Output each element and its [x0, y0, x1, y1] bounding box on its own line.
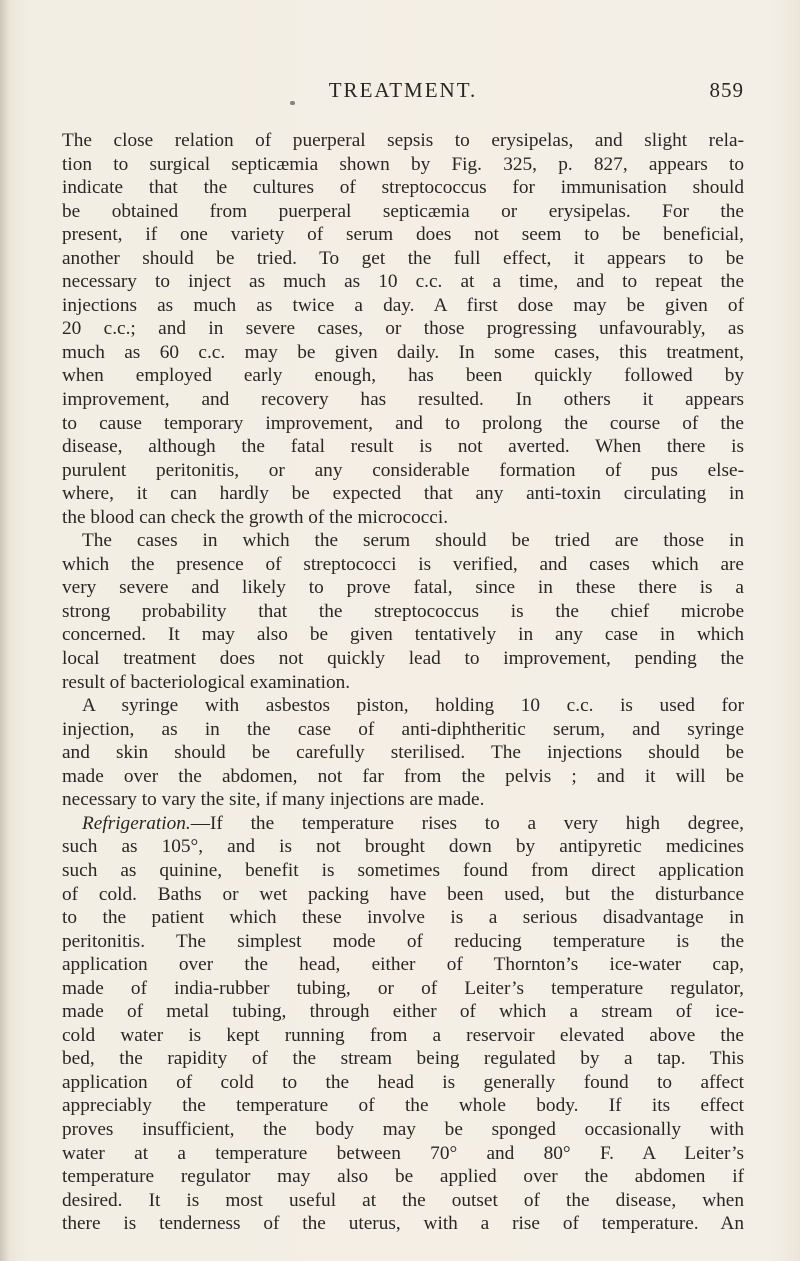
text-line: present, if one variety of serum does not seem to be beneficial, — [62, 224, 744, 246]
text-line: indicate that the cultures of streptococcus for immunisation should — [62, 177, 744, 199]
text-line: to cause temporary improvement, and to prolong the course of the — [62, 412, 744, 434]
running-title: TREATMENT. — [328, 78, 478, 102]
text-line: proves insufficient, the body may be sponged occasionally with — [62, 1118, 744, 1140]
text-line: The cases in which the serum should be tried are those in — [82, 530, 744, 552]
text-line: local treatment does not quickly lead to improvement, pending the — [62, 648, 744, 670]
text-line: The close relation of puerperal sepsis to erysipelas, and slight rela- — [62, 130, 744, 151]
text-line: which the presence of streptococci is verified, and cases which are — [62, 553, 744, 575]
text-line: application over the head, either of Thornton’s ice-water cap, — [62, 954, 744, 976]
text-line: there is tenderness of the uterus, with a rise of temperature. An — [62, 1213, 744, 1235]
text-line: another should be tried. To get the full effect, it appears to be — [62, 247, 744, 269]
text-line: to the patient which these involve is a serious disadvantage in — [62, 907, 744, 929]
text-line: injection, as in the case of anti-diphtheritic serum, and syringe — [62, 718, 744, 740]
text-line: very severe and likely to prove fatal, since in these there is a — [62, 577, 744, 599]
refrigeration-line — [62, 812, 744, 836]
text-line: be obtained from puerperal septicæmia or erysipelas. For the — [62, 200, 744, 222]
text-line: peritonitis. The simplest mode of reducing temperature is the — [62, 930, 744, 952]
text-line: A syringe with asbestos piston, holding 10 c.c. is used for — [82, 695, 744, 717]
body-text — [62, 129, 744, 1236]
page-number: 859 — [709, 78, 744, 102]
text-line: cold water is kept running from a reservoir elevated above the — [62, 1024, 744, 1046]
text-line: 20 c.c.; and in severe cases, or those progressing unfavourably, as — [62, 318, 744, 340]
text-line: concerned. It may also be given tentatively in any case in which — [62, 624, 744, 646]
text-line: bed, the rapidity of the stream being regulated by a tap. This — [62, 1048, 744, 1070]
text-line-fragment: —If the temperature rises to a very high degree, — [190, 812, 744, 834]
text-line: purulent peritonitis, or any considerable formation of pus else- — [62, 459, 744, 481]
text-line: made over the abdomen, not far from the pelvis ; and it will be — [62, 765, 744, 787]
text-line: application of cold to the head is generally found to affect — [62, 1071, 744, 1093]
text-line: when employed early enough, has been quickly followed by — [62, 365, 744, 387]
text-line: made of metal tubing, through either of which a stream of ice- — [62, 1001, 744, 1023]
running-head — [62, 78, 744, 106]
text-line: desired. It is most useful at the outset of the disease, when — [62, 1189, 744, 1211]
text-line: made of india-rubber tubing, or of Leiter’s temperature regulator, — [62, 977, 744, 999]
text-line: necessary to vary the site, if many injections are made. — [62, 789, 485, 811]
text-line: improvement, and recovery has resulted. In others it appears — [62, 389, 744, 411]
text-line: and skin should be carefully sterilised. The injections should be — [62, 742, 744, 764]
text-line: appreciably the temperature of the whole body. If its effect — [62, 1095, 744, 1117]
text-line: necessary to inject as much as 10 c.c. at a time, and to repeat the — [62, 271, 744, 293]
binding-shadow — [0, 0, 10, 1261]
text-line: water at a temperature between 70° and 80° F. A Leiter’s — [62, 1142, 744, 1164]
text-line: tion to surgical septicæmia shown by Fig. 325, p. 827, appears to — [62, 153, 744, 175]
print-fleck — [290, 101, 295, 105]
section-heading-refrigeration: Refrigeration. — [82, 812, 191, 834]
text-line: such as 105°, and is not brought down by antipyretic medicines — [62, 836, 744, 858]
text-line: much as 60 c.c. may be given daily. In some cases, this treatment, — [62, 341, 744, 363]
text-line: injections as much as twice a day. A first dose may be given of — [62, 294, 744, 316]
text-line: of cold. Baths or wet packing have been used, but the disturbance — [62, 883, 744, 905]
text-line: such as quinine, benefit is sometimes found from direct application — [62, 859, 744, 881]
text-line: disease, although the fatal result is not averted. When there is — [62, 436, 744, 458]
text-line: temperature regulator may also be applied over the abdomen if — [62, 1166, 744, 1188]
text-line: where, it can hardly be expected that any anti-toxin circulating in — [62, 483, 744, 505]
text-line: result of bacteriological examination. — [62, 671, 351, 693]
text-line: strong probability that the streptococcus is the chief microbe — [62, 600, 744, 622]
text-line: the blood can check the growth of the micrococci. — [62, 506, 449, 528]
